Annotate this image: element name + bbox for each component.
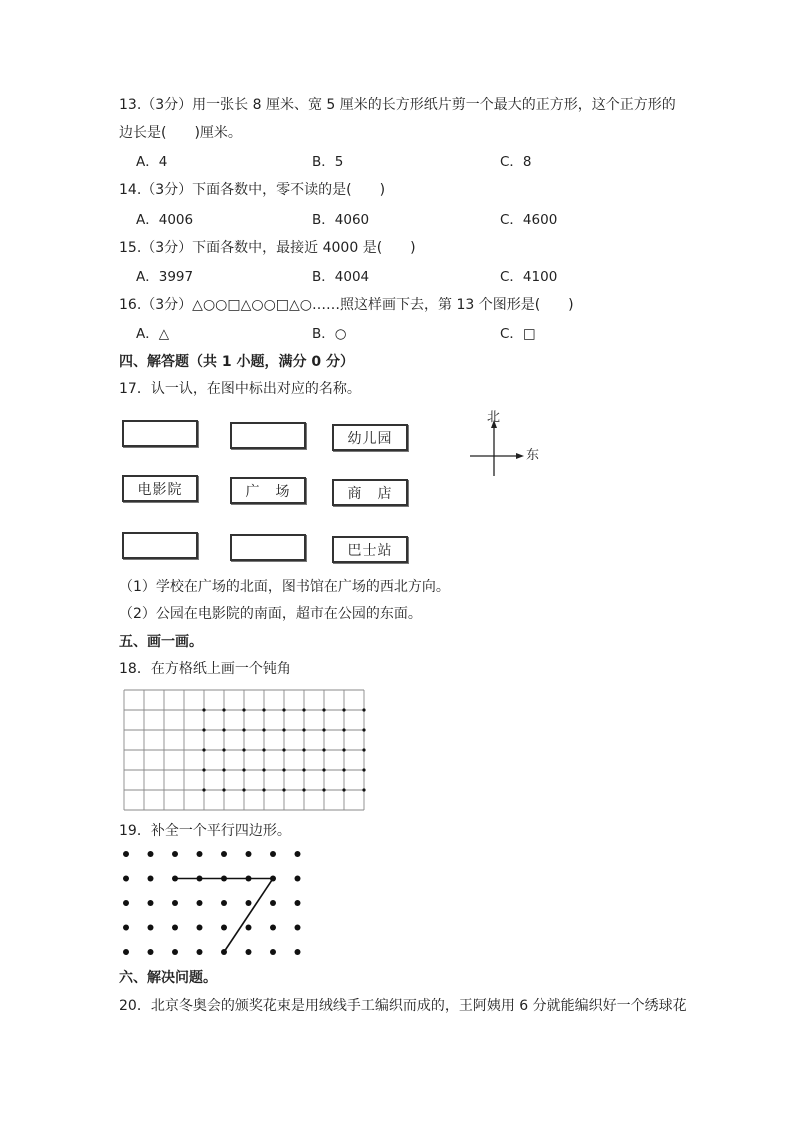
q16-option-a: A．△ [136, 326, 170, 342]
grid-dot [322, 768, 325, 771]
lattice-dot [270, 900, 276, 906]
grid-dot [362, 788, 365, 791]
q17-sub2: （2）公园在电影院的南面，超市在公园的东面。 [119, 606, 422, 622]
grid-dot [302, 708, 305, 711]
grid-dot [282, 728, 285, 731]
grid-paper[interactable] [122, 688, 368, 812]
lattice-dot [172, 949, 178, 955]
grid-dot [242, 768, 245, 771]
q17-text: 17．认一认，在图中标出对应的名称。 [119, 381, 361, 397]
lattice-dot [295, 876, 301, 882]
lattice-dot [270, 851, 276, 857]
grid-dot [222, 708, 225, 711]
lattice-dot [295, 949, 301, 955]
parallelogram-edge [224, 879, 273, 953]
grid-dot [242, 748, 245, 751]
grid-dot [222, 748, 225, 751]
q15-option-b: B．4004 [312, 269, 370, 285]
grid-dot [202, 728, 205, 731]
grid-dot [222, 728, 225, 731]
lattice-dot [197, 949, 203, 955]
grid-dot [342, 748, 345, 751]
compass-east-label: 东 [526, 448, 540, 463]
grid-dot [202, 768, 205, 771]
grid-dot [302, 768, 305, 771]
lattice-dot [221, 876, 227, 882]
q13-option-c: C．8 [500, 154, 532, 170]
lattice-dot [148, 949, 154, 955]
lattice-dot [246, 949, 252, 955]
compass-icon [466, 412, 546, 482]
grid-dot [322, 788, 325, 791]
lattice-dot [123, 925, 129, 931]
q16-option-b: B．○ [312, 326, 347, 342]
lattice-dot [197, 900, 203, 906]
grid-dot [222, 788, 225, 791]
lattice-dot [172, 925, 178, 931]
q15-option-a: A．3997 [136, 269, 194, 285]
lattice-dot [246, 900, 252, 906]
lattice-dot [221, 949, 227, 955]
q14-text: 14.（3分）下面各数中，零不读的是( ) [119, 182, 386, 198]
lattice-dot [221, 925, 227, 931]
q14-option-c: C．4600 [500, 212, 558, 228]
grid-dot [342, 788, 345, 791]
lattice-dot [123, 851, 129, 857]
q13-option-a: A．4 [136, 154, 168, 170]
grid-dot [262, 708, 265, 711]
q14-option-b: B．4060 [312, 212, 370, 228]
lattice-dot [270, 876, 276, 882]
map-box-store: 商 店 [332, 479, 408, 506]
grid-dot [242, 728, 245, 731]
lattice-dot [295, 925, 301, 931]
lattice-dot [270, 949, 276, 955]
lattice-dot [172, 851, 178, 857]
grid-dot [202, 788, 205, 791]
lattice-dot [172, 900, 178, 906]
q16-text: 16.（3分）△○○□△○○□△○……照这样画下去，第 13 个图形是( ) [119, 297, 574, 313]
lattice-dot [221, 851, 227, 857]
grid-dot [322, 708, 325, 711]
q13-line2: 边长是( )厘米。 [119, 125, 242, 141]
grid-dot [282, 768, 285, 771]
grid-dot [302, 728, 305, 731]
q15-text: 15.（3分）下面各数中，最接近 4000 是( ) [119, 240, 416, 256]
grid-dot [222, 768, 225, 771]
lattice-dot [246, 925, 252, 931]
lattice-dot [197, 925, 203, 931]
q13-option-b: B．5 [312, 154, 344, 170]
grid-dot [202, 748, 205, 751]
lattice-dot [197, 851, 203, 857]
map-box-kindergarten: 幼儿园 [332, 424, 408, 451]
q18-text: 18．在方格纸上画一个钝角 [119, 661, 291, 677]
lattice-dot [148, 900, 154, 906]
grid-dot [242, 708, 245, 711]
grid-dot [362, 708, 365, 711]
map-box-empty [230, 422, 306, 449]
lattice-dot [148, 851, 154, 857]
grid-dot [282, 788, 285, 791]
section-5-heading: 五、画一画。 [119, 634, 203, 650]
map-box-empty [122, 532, 198, 559]
lattice-dot [197, 876, 203, 882]
grid-dot [342, 768, 345, 771]
grid-dot [282, 748, 285, 751]
q13-line1: 13.（3分）用一张长 8 厘米、宽 5 厘米的长方形纸片剪一个最大的正方形，这个正方形的 [119, 97, 676, 113]
q20-text: 20．北京冬奥会的颁奖花束是用绒线手工编织而成的，王阿姨用 6 分就能编织好一个绣球花 [119, 998, 687, 1014]
lattice-dot [246, 851, 252, 857]
map-box-empty [122, 420, 198, 447]
q15-option-c: C．4100 [500, 269, 558, 285]
grid-dot [262, 748, 265, 751]
q14-option-a: A．4006 [136, 212, 194, 228]
map-box-empty [230, 534, 306, 561]
grid-dot [342, 728, 345, 731]
lattice-dot [123, 900, 129, 906]
lattice-dot [270, 925, 276, 931]
compass-north-label: 北 [487, 410, 501, 425]
lattice-dot [172, 876, 178, 882]
map-box-bus-station: 巴士站 [332, 536, 408, 563]
lattice-dot [295, 900, 301, 906]
grid-dot [262, 768, 265, 771]
dot-lattice[interactable] [120, 848, 310, 960]
grid-dot [202, 708, 205, 711]
grid-dot [242, 788, 245, 791]
lattice-dot [221, 900, 227, 906]
grid-dot [262, 728, 265, 731]
section-4-heading: 四、解答题（共 1 小题，满分 0 分） [119, 354, 354, 370]
section-6-heading: 六、解决问题。 [119, 970, 217, 986]
map-box-square: 广 场 [230, 477, 306, 504]
grid-dot [302, 788, 305, 791]
grid-dot [322, 748, 325, 751]
lattice-dot [148, 876, 154, 882]
grid-dot [362, 768, 365, 771]
lattice-dot [246, 876, 252, 882]
q19-text: 19．补全一个平行四边形。 [119, 823, 291, 839]
grid-dot [362, 748, 365, 751]
grid-dot [282, 708, 285, 711]
grid-dot [322, 728, 325, 731]
map-box-cinema: 电影院 [122, 475, 198, 502]
q16-option-c: C．□ [500, 326, 536, 342]
grid-dot [302, 748, 305, 751]
lattice-dot [123, 876, 129, 882]
grid-dot [262, 788, 265, 791]
grid-dot [362, 728, 365, 731]
lattice-dot [123, 949, 129, 955]
lattice-dot [148, 925, 154, 931]
grid-dot [342, 708, 345, 711]
lattice-dot [295, 851, 301, 857]
q17-sub1: （1）学校在广场的北面，图书馆在广场的西北方向。 [119, 579, 450, 595]
